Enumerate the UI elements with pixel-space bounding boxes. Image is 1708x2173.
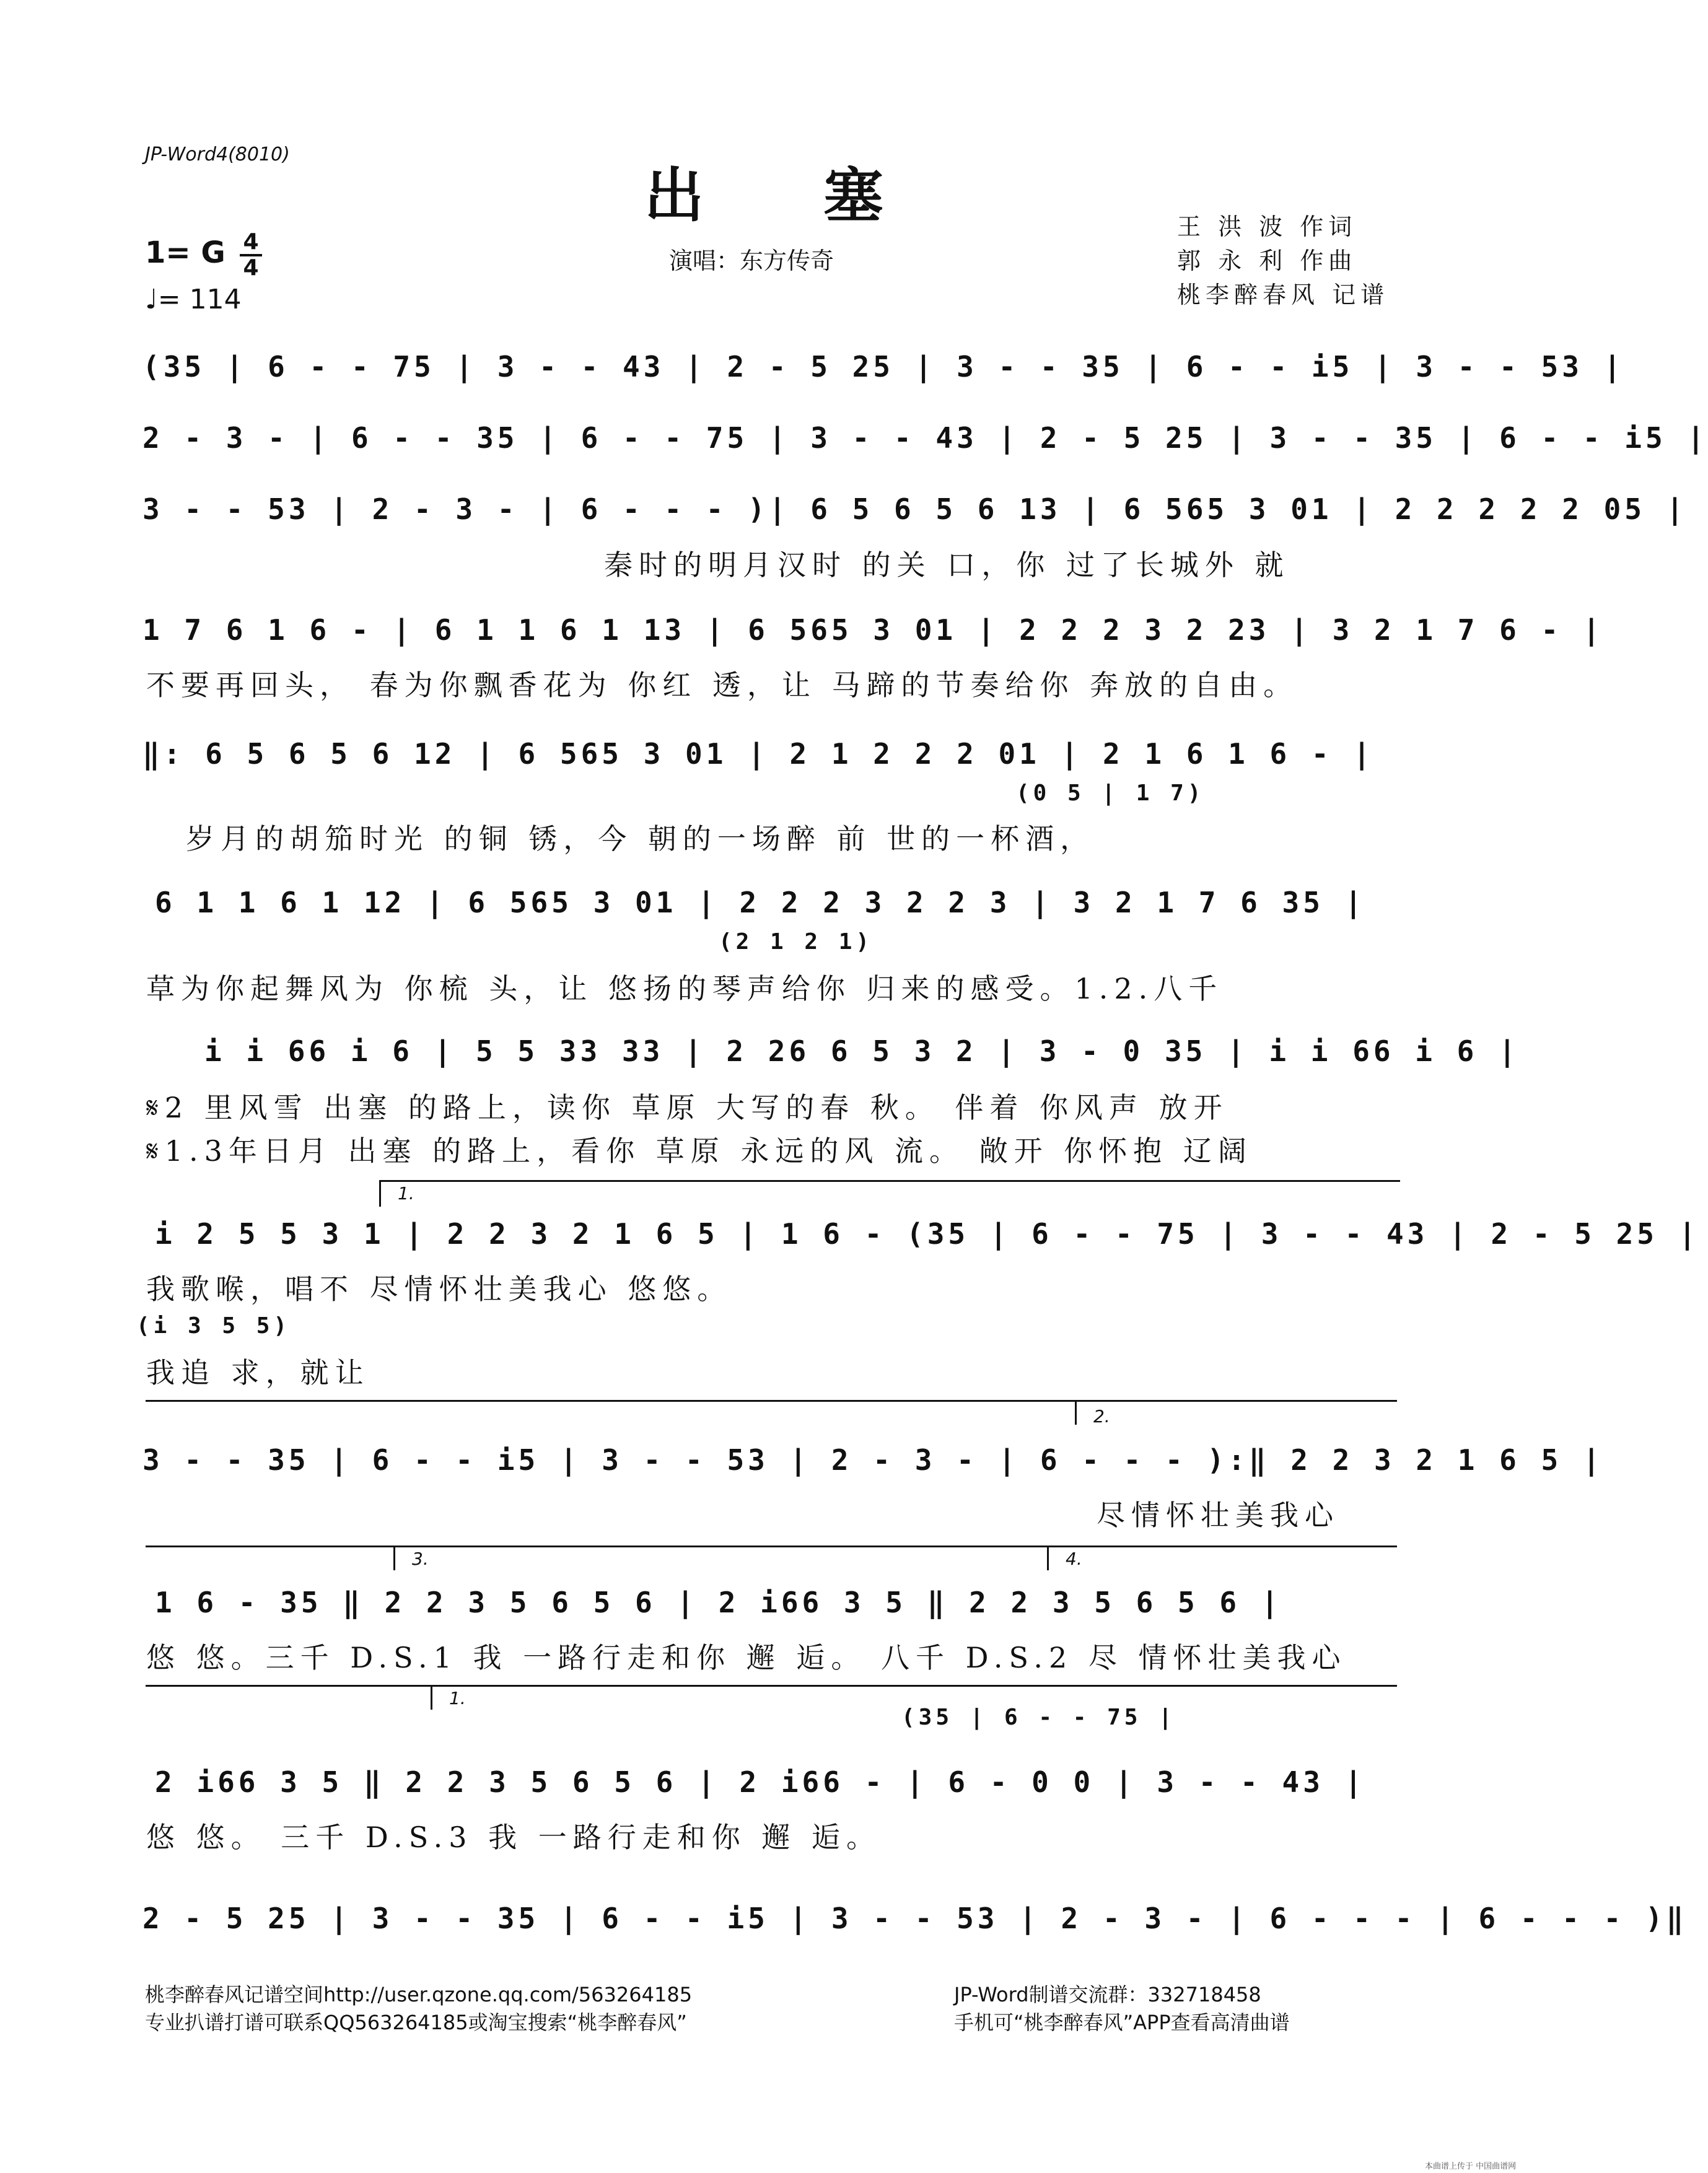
notes-line-2: 2 - 3 - | 6 - - 35 | 6 - - 75 | 3 - - 43 | 2 - 5 25 | 3 - - 35 | 6 - - i5 | [142, 421, 1708, 455]
notes-line-11: 2 i66 3 5 ‖ 2 2 3 5 6 5 6 | 2 i66 - | 6 - 0 0 | 3 - - 43 | [155, 1765, 1366, 1799]
lyric-line-8: 我歌喉，唱不 尽情怀壮美我心 悠悠。 [146, 1272, 732, 1306]
lyric-line-3: 秦时的明月汉时 的关 口，你 过了长城外 就 [604, 548, 1290, 582]
footer-left-1: 桃李醉春风记谱空间http://user.qzone.qq.com/563264185 [145, 1983, 693, 2006]
notes-line-6: 6 1 1 6 1 12 | 6 565 3 01 | 2 2 2 3 2 2 3 | 3 2 1 7 6 35 | [155, 886, 1366, 919]
notes-line-1: (35 | 6 - - 75 | 3 - - 43 | 2 - 5 25 | 3 - - 35 | 6 - - i5 | 3 - - 53 | [142, 350, 1625, 383]
lyric-line-10: 悠 悠。三千 D.S.1 我 一路行走和你 邂 逅。 八千 D.S.2 尽 情怀壮美我心 [146, 1641, 1347, 1674]
lyric-line-5: 岁月的胡笳时光 的铜 锈，今 朝的一场醉 前 世的一杯酒， [186, 822, 1095, 855]
footer-right-2: 手机可“桃李醉春风”APP查看高清曲谱 [954, 2011, 1290, 2034]
volta-bracket-1 [379, 1180, 1400, 1207]
notes-line-7: i i 66 i 6 | 5 5 33 33 | 2 26 6 5 3 2 | 3 - 0 35 | i i 66 i 6 | [204, 1034, 1520, 1068]
time-signature-bottom: 4 [243, 255, 259, 281]
alt-notes-line-11: (35 | 6 - - 75 | [901, 1705, 1176, 1730]
notes-line-8: i 2 5 5 3 1 | 2 2 3 2 1 6 5 | 1 6 - (35 | 6 - - 75 | 3 - - 43 | 2 - 5 25 | [155, 1217, 1700, 1251]
upload-stamp: 本曲谱上传于 中国曲谱网 [1425, 2162, 1517, 2171]
time-signature-top: 4 [243, 229, 259, 255]
notes-line-3: 3 - - 53 | 2 - 3 - | 6 - - - )| 6 5 6 5 6 13 | 6 565 3 01 | 2 2 2 2 2 05 | [142, 492, 1688, 526]
composer-credit: 郭 永 利 作曲 [1177, 247, 1357, 274]
footer-left-2: 专业扒谱打谱可联系QQ563264185或淘宝搜索“桃李醉春风” [145, 2011, 687, 2034]
lyric-line-11: 悠 悠。 三千 D.S.3 我 一路行走和你 邂 逅。 [146, 1821, 881, 1854]
notes-line-5: ‖: 6 5 6 5 6 12 | 6 565 3 01 | 2 1 2 2 2 01 | 2 1 6 1 6 - | [142, 737, 1374, 771]
volta-bracket-3 [393, 1546, 1015, 1570]
volta-label-4: 4. [1066, 1549, 1082, 1569]
lyricist-credit: 王 洪 波 作词 [1177, 213, 1357, 240]
alt-notes-line-8: (i 3 5 5) [136, 1313, 291, 1339]
lyric-line-4: 不要再回头， 春为你飘香花为 你红 透，让 马蹄的节奏给你 奔放的自由。 [146, 668, 1299, 702]
alt-lyric-line-8: 我追 求，就让 [146, 1356, 370, 1389]
notes-line-9: 3 - - 35 | 6 - - i5 | 3 - - 53 | 2 - 3 - | 6 - - - ):‖ 2 2 3 2 1 6 5 | [142, 1443, 1604, 1477]
song-title: 出 塞 [644, 160, 933, 230]
notes-line-10: 1 6 - 35 ‖ 2 2 3 5 6 5 6 | 2 i66 3 5 ‖ 2 2 3 5 6 5 6 | [155, 1586, 1282, 1619]
notes-line-12: 2 - 5 25 | 3 - - 35 | 6 - - i5 | 3 - - 53 | 2 - 3 - | 6 - - - | 6 - - - )‖ [142, 1902, 1688, 1935]
lyric-line-9: 尽情怀壮美我心 [1097, 1498, 1339, 1532]
alt-notes-line-6: (2 1 2 1) [719, 929, 874, 955]
software-version: JP-Word4(8010) [145, 144, 290, 165]
lyric-line-7-verse-1: 𝄋2 里风雪 出塞 的路上，读你 草原 大写的春 秋。 伴着 你风声 放开 [146, 1091, 1228, 1124]
transcriber-credit: 桃李醉春风 记谱 [1177, 281, 1390, 308]
notes-line-4: 1 7 6 1 6 - | 6 1 1 6 1 13 | 6 565 3 01 | 2 2 2 3 2 23 | 3 2 1 7 6 - | [142, 613, 1604, 647]
tempo-marking: ♩= 114 [145, 284, 242, 315]
footer-right-1: JP-Word制谱交流群：332718458 [954, 1983, 1261, 2006]
volta-label-2: 2. [1093, 1406, 1110, 1427]
volta-label-3: 3. [412, 1549, 429, 1569]
lyric-line-7-verse-2: 𝄋1.3年日月 出塞 的路上，看你 草原 永远的风 流。 敞开 你怀抱 辽阔 [146, 1134, 1253, 1168]
lyric-line-6: 草为你起舞风为 你梳 头，让 悠扬的琴声给你 归来的感受。1.2.八千 [146, 972, 1224, 1005]
volta-label-1: 1. [398, 1183, 414, 1204]
volta-label-5: 1. [449, 1688, 466, 1708]
alt-notes-line-5: (0 5 | 1 7) [1016, 780, 1205, 806]
singer-credit: 演唱：东方传奇 [669, 247, 834, 274]
key-signature: 1= G [145, 235, 226, 270]
time-signature [239, 230, 263, 280]
volta-bracket-2 [1075, 1400, 1399, 1425]
volta-bracket-4 [1047, 1546, 1399, 1570]
